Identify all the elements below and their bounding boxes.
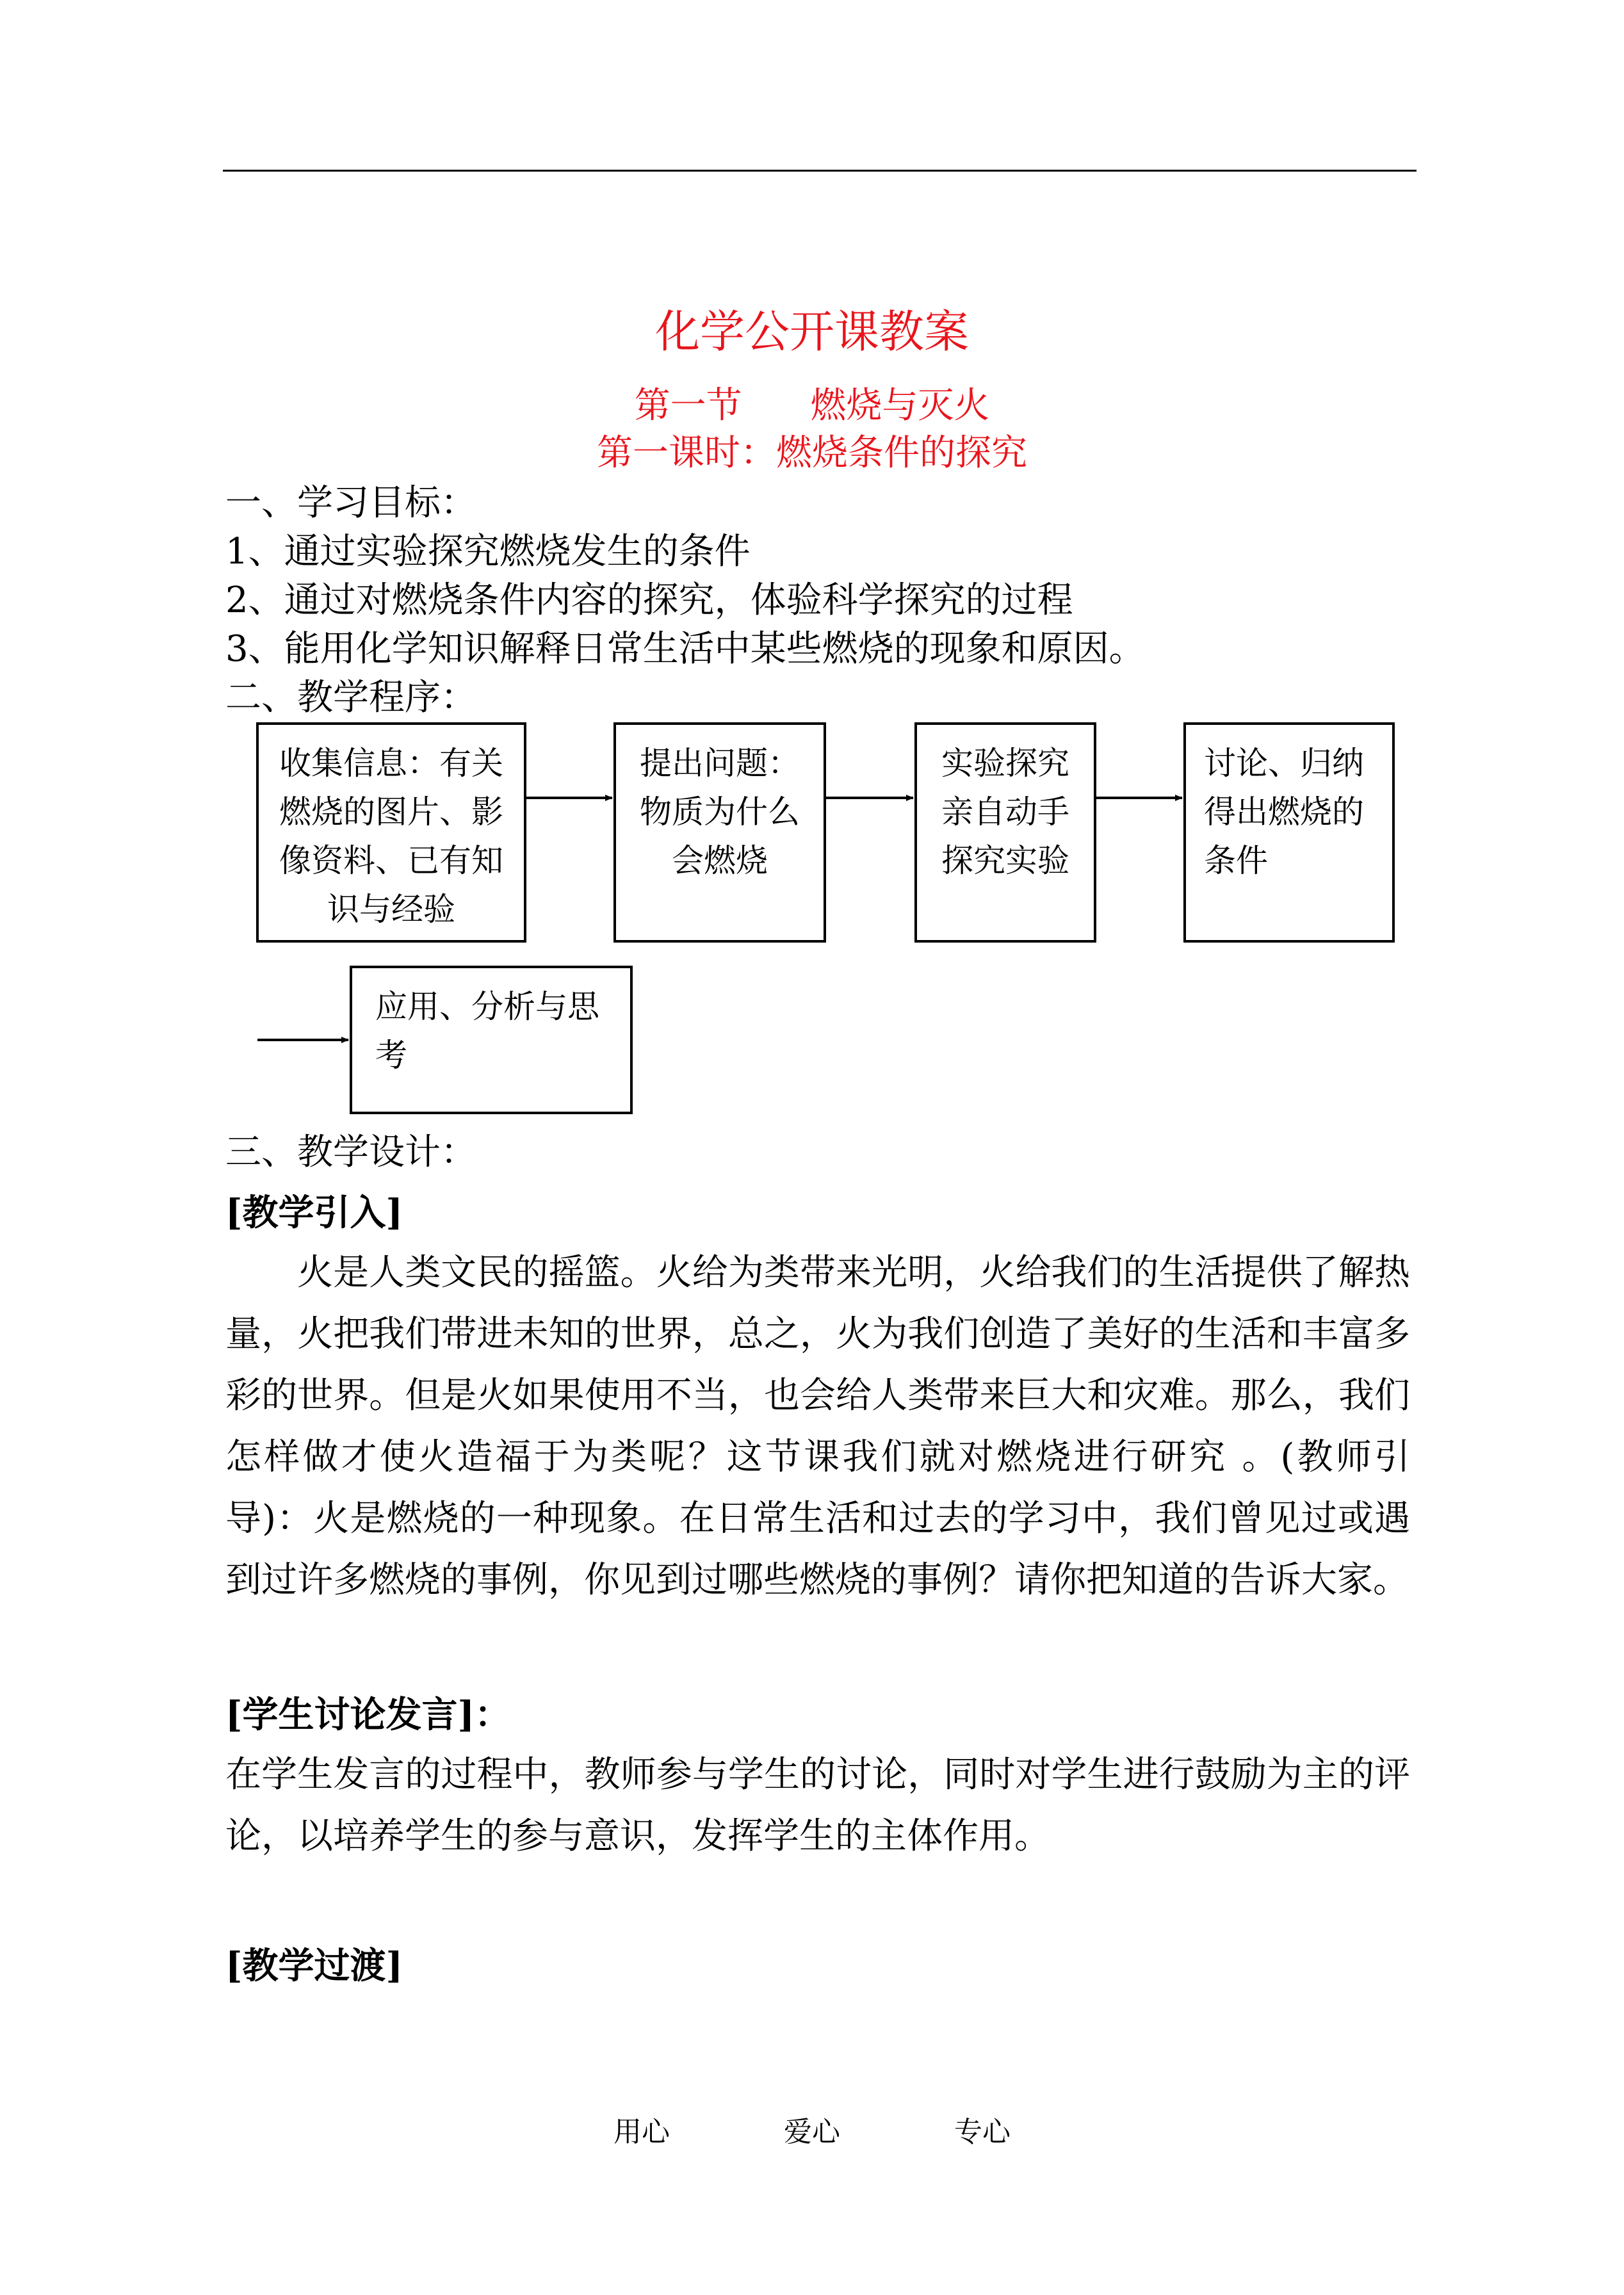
- transition-label: [教学过渡]: [225, 1945, 403, 1987]
- flow-box-discuss: 讨论、归纳得出燃烧的条件: [1183, 722, 1395, 943]
- objectives-heading: 一、学习目标：: [225, 482, 476, 524]
- discussion-label: [学生讨论发言]：: [225, 1694, 510, 1736]
- section-title: 第一节 燃烧与灭火: [634, 385, 990, 426]
- objective-item-3: 3、能用化学知识解释日常生活中某些燃烧的现象和原因。: [225, 628, 1145, 670]
- flow-box-ask-question: 提出问题：物质为什么会燃烧: [613, 722, 826, 943]
- procedure-heading: 二、教学程序：: [225, 677, 476, 718]
- discussion-paragraph: 在学生发言的过程中，教师参与学生的讨论，同时对学生进行鼓励为主的评论，以培养学生的参与意识，发挥学生的主体作用。: [225, 1754, 1410, 1857]
- lesson-title: 第一课时：燃烧条件的探究: [597, 432, 1027, 474]
- design-heading: 三、教学设计：: [225, 1131, 476, 1173]
- flow-box-experiment: 实验探究亲自动手探究实验: [914, 722, 1096, 943]
- footer-item-3: 专心: [954, 2116, 1011, 2148]
- document-title: 化学公开课教案: [655, 305, 969, 358]
- intro-label: [教学引入]: [225, 1192, 403, 1234]
- intro-paragraph: 火是人类文民的摇篮。火给为类带来光明，火给我们的生活提供了解热量，火把我们带进未知的世界，总之，火为我们创造了美好的生活和丰富多彩的世界。但是火如果使用不当，也会给人类带来巨大和灾难。那么，我们怎样做才使火造福于为类呢？这节课我们就对燃烧进行研究 。(教师引导)：火是燃烧的一种现象。在日常生活和过去的学习中，我们曾见过或遇到过许多燃烧的事例，你见到过哪些燃烧的事例？请你把知道的告诉大家。: [225, 1252, 1410, 1601]
- flow-box-collect-info: 收集信息：有关燃烧的图片、影像资料、已有知识与经验: [256, 722, 526, 943]
- flow-box-apply: 应用、分析与思考: [350, 966, 633, 1114]
- footer-item-2: 爱心: [784, 2116, 840, 2148]
- footer-item-1: 用心: [613, 2116, 670, 2148]
- objective-item-1: 1、通过实验探究燃烧发生的条件: [225, 531, 751, 572]
- objective-item-2: 2、通过对燃烧条件内容的探究，体验科学探究的过程: [225, 580, 1073, 621]
- page-footer: [0, 2113, 1624, 2152]
